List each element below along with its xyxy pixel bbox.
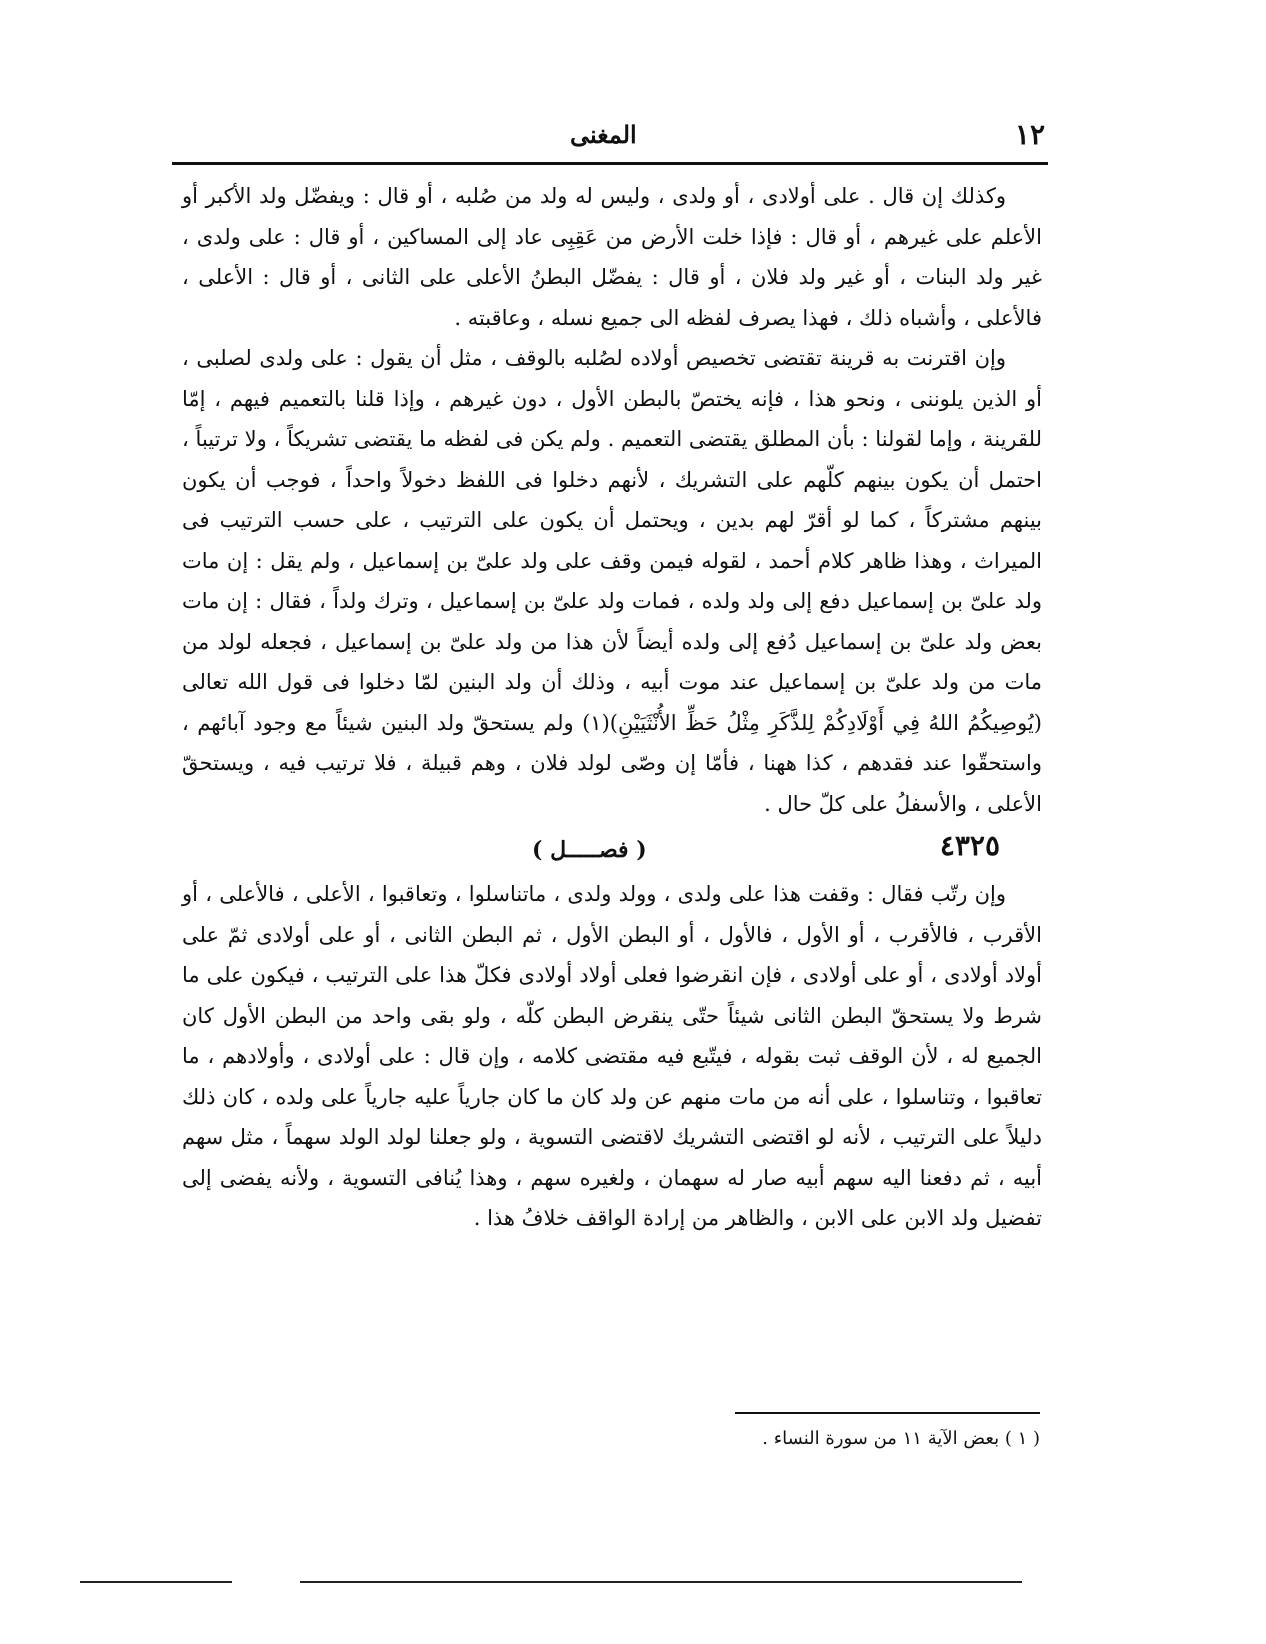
running-title: المغنى bbox=[570, 120, 637, 149]
header-rule bbox=[172, 162, 1048, 165]
footnote-rule bbox=[735, 1412, 1040, 1414]
paragraph: وإن اقترنت به قرينة تقتضى تخصيص أولاده لصُلبه بالوقف ، مثل أن يقول : على ولدى لصلبى ، أو الذين يلوننى ، ونحو هذا ، فإنه يختصّ بالبطن الأول ، دون غيرهم ، وإذا قلنا بالتعميم فيهم ، إمّا للقرينة ، وإما لقولنا : بأن المطلق يقتضى التعميم . ولم يكن فى لفظه ما يقتضى تشريكاً ، ولا ترتيباً ، احتمل أن يكون بينهم كلّهم على التشريك ، لأنهم دخلوا فى اللفظ دخولاً واحداً ، فوجب أن يكون بينهم مشتركاً ، كما لو أقرّ لهم بدين ، ويحتمل أن يكون على الترتيب ، على حسب الترتيب فى الميراث ، وهذا ظاهر كلام أحمد ، لقوله فيمن وقف على ولد علىّ بن إسماعيل ، ولم يقل : إن مات ولد علىّ بن إسماعيل دفع إلى ولد ولده ، فمات ولد علىّ بن إسماعيل ، وترك ولداً ، فقال : إن مات بعض ولد علىّ بن إسماعيل دُفع إلى ولده أيضاً لأن هذا من ولد علىّ بن إسماعيل ، فجعله لولد من مات من ولد علىّ بن إسماعيل عند موت أبيه ، وذلك أن ولد البنين لمّا دخلوا فى قول الله تعالى (يُوصِيكُمُ اللهُ فِي أَوْلَادِكُمْ لِلذَّكَرِ مِثْلُ حَظِّ الأُنْثَيَيْنِ)(١) ولم يستحقّ ولد البنين شيئاً مع وجود آبائهم ، واستحقّوا عند فقدهم ، كذا ههنا ، فأمّا إن وصّى لولد فلان ، وهم قبيلة ، فلا ترتيب فيه ، ويستحقّ الأعلى ، والأسفلُ على كلّ حال . bbox=[182, 346, 1043, 816]
section-heading bbox=[182, 826, 1042, 870]
bottom-rule-right bbox=[300, 1581, 1022, 1583]
bottom-rule-left bbox=[80, 1581, 232, 1583]
page-header bbox=[175, 118, 1045, 158]
section-number: ٤٣٢٥ bbox=[939, 829, 1000, 862]
main-text bbox=[182, 176, 1042, 1239]
section-title: ( فصـــــل ) bbox=[532, 837, 647, 863]
paragraph: وكذلك إن قال . على أولادى ، أو ولدى ، وليس له ولد من صُلبه ، أو قال : ويفضّل ولد الأكبر أو الأعلم على غيرهم ، أو قال : فإذا خلت الأرض من عَقِبِى عاد إلى المساكين ، أو قال : على ولدى ، غير ولد البنات ، أو غير ولد فلان ، أو قال : يفضّل البطنُ الأعلى على الثانى ، أو قال : الأعلى ، فالأعلى ، وأشباه ذلك ، فهذا يصرف لفظه الى جميع نسله ، وعاقبته . bbox=[182, 184, 1042, 330]
footnote: ( ١ ) بعض الآية ١١ من سورة النساء . bbox=[762, 1428, 1040, 1449]
paragraph: وإن رتّب فقال : وقفت هذا على ولدى ، وولد ولدى ، ماتناسلوا ، وتعاقبوا ، الأعلى ، فالأعلى ، أو الأقرب ، فالأقرب ، أو الأول ، فالأول ، أو البطن الأول ، ثم البطن الثانى ، أو على أولادى ثمّ على أولاد أولادى ، أو على أولادى ، فإن انقرضوا فعلى أولاد أولادى فكلّ هذا على الترتيب ، فيكون على ما شرط ولا يستحقّ البطن الثانى شيئاً حتّى ينقرض البطن كلّه ، ولو بقى واحد من البطن الأول كان الجميع له ، لأن الوقف ثبت بقوله ، فيتّبع فيه مقتضى كلامه ، وإن قال : على أولادى ، وأولادهم ، ما تعاقبوا ، وتناسلوا ، على أنه من مات منهم عن ولد كان ما كان جارياً عليه جارياً على ولده ، كان ذلك دليلاً على الترتيب ، لأنه لو اقتضى التشريك لاقتضى التسوية ، ولو جعلنا لولد الولد سهماً ، مثل سهم أبيه ، ثم دفعنا اليه سهم أبيه صار له سهمان ، ولغيره سهم ، وهذا يُنافى التسوية ، ولأنه يفضى إلى تفضيل ولد الابن على الابن ، والظاهر من إرادة الواقف خلافُ هذا . bbox=[182, 882, 1043, 1230]
page-number: ١٢ bbox=[1014, 118, 1045, 151]
